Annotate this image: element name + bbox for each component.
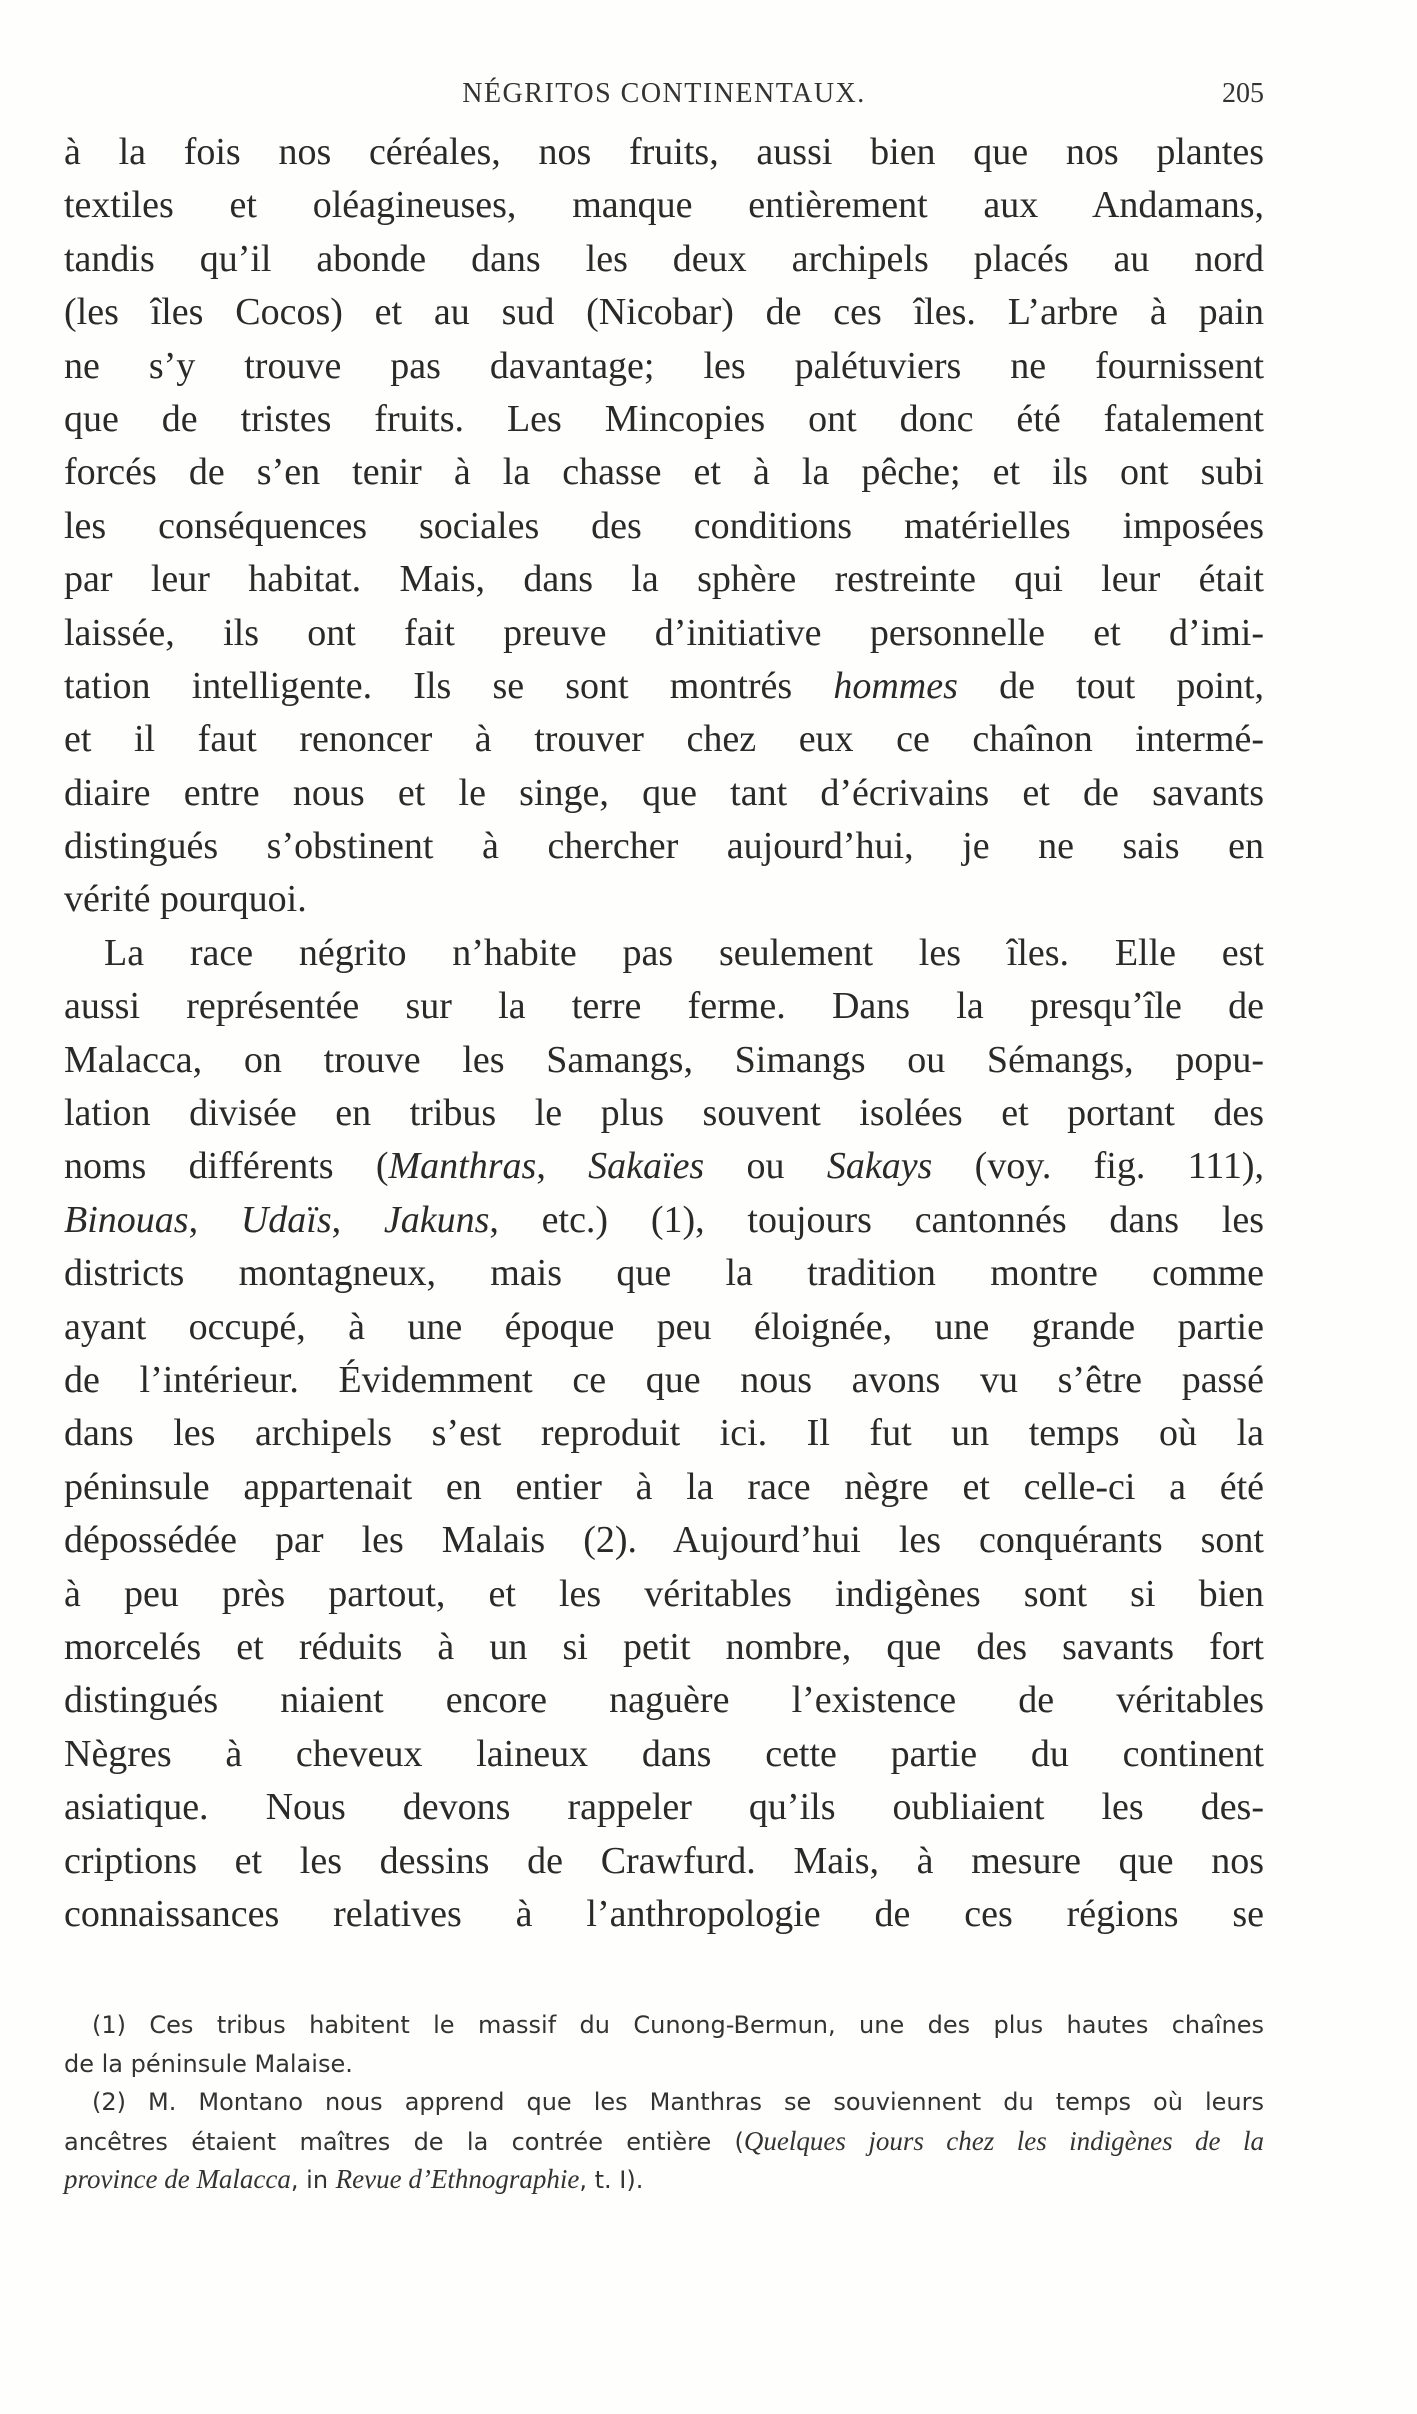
text-line: dépossédée par les Malais (2). Aujourd’hui les conquérants sont — [64, 1519, 1264, 1562]
text-line: péninsule appartenait en entier à la race nègre et celle-ci a été — [64, 1465, 1264, 1508]
text-line: (les îles Cocos) et au sud (Nicobar) de ces îles. L’arbre à pain — [64, 291, 1264, 334]
text-line: tandis qu’il abonde dans les deux archipels placés au nord — [64, 237, 1264, 280]
text-line: distingués s’obstinent à chercher aujourd’hui, je ne sais en — [64, 825, 1264, 868]
footnote-line: (1) Ces tribus habitent le massif du Cunong-Bermun, une des plus hautes chaînes — [92, 2011, 1264, 2039]
text-line: noms différents (Manthras, Sakaïes ou Sakays (voy. fig. 111), — [64, 1145, 1265, 1188]
text-line: lation divisée en tribus le plus souvent isolées et portant des — [64, 1092, 1264, 1135]
italic-term: hommes — [833, 664, 958, 707]
footnote-line: (2) M. Montano nous apprend que les Manthras se souviennent du temps où leurs — [92, 2088, 1264, 2116]
page-header — [64, 78, 1264, 118]
text-line: tation intelligente. Ils se sont montrés hommes de tout point, — [64, 664, 1264, 707]
italic-term: Sakaïes — [588, 1145, 705, 1188]
paragraph-start-line: La race négrito n’habite pas seulement les îles. Elle est — [104, 931, 1264, 974]
italic-term: Udaïs — [240, 1198, 332, 1241]
text-line: à la fois nos céréales, nos fruits, aussi bien que nos plantes — [64, 131, 1264, 173]
italic-term: Binouas — [64, 1198, 189, 1241]
italic-title: province de Malacca — [64, 2164, 291, 2194]
text-line: vérité pourquoi. — [64, 878, 307, 921]
text-line: ayant occupé, à une époque peu éloignée, une grande partie — [64, 1305, 1264, 1348]
text-line: criptions et les dessins de Crawfurd. Mais, à mesure que nos — [64, 1839, 1264, 1882]
italic-term: Jakuns — [383, 1198, 490, 1241]
running-title: NÉGRITOS CONTINENTAUX. — [462, 78, 866, 109]
footnote-line: ancêtres étaient maîtres de la contrée entière (Quelques jours chez les indigènes de la — [64, 2125, 1264, 2156]
italic-term: Sakays — [826, 1145, 933, 1188]
italic-title: Revue d’Ethnographie — [335, 2164, 580, 2194]
text-line: et il faut renoncer à trouver chez eux ce chaînon intermé- — [64, 718, 1264, 761]
text-line: forcés de s’en tenir à la chasse et à la pêche; et ils ont subi — [64, 451, 1264, 494]
text-line: ne s’y trouve pas davantage; les palétuviers ne fournissent — [64, 344, 1264, 387]
text-line: districts montagneux, mais que la tradition montre comme — [64, 1252, 1264, 1295]
text-line: les conséquences sociales des conditions matérielles imposées — [64, 504, 1264, 547]
text-line: que de tristes fruits. Les Mincopies ont donc été fatalement — [64, 397, 1264, 440]
text-line: dans les archipels s’est reproduit ici. Il fut un temps où la — [64, 1412, 1264, 1455]
footnote-line: province de Malacca, in Revue d’Ethnographie, t. I). — [64, 2164, 644, 2194]
text-line: par leur habitat. Mais, dans la sphère restreinte qui leur était — [64, 558, 1264, 601]
text-line: aussi représentée sur la terre ferme. Dans la presqu’île de — [64, 985, 1264, 1028]
text-line: Binouas, Udaïs, Jakuns, etc.) (1), toujours cantonnés dans les — [64, 1198, 1264, 1241]
italic-term: Manthras — [388, 1145, 537, 1188]
text-line: Malacca, on trouve les Samangs, Simangs ou Sémangs, popu- — [64, 1038, 1264, 1081]
text-line: distingués niaient encore naguère l’existence de véritables — [64, 1679, 1264, 1722]
page-number: 205 — [1222, 78, 1264, 109]
text-line: diaire entre nous et le singe, que tant d’écrivains et de savants — [64, 771, 1264, 814]
text-line: textiles et oléagineuses, manque entièrement aux Andamans, — [64, 184, 1264, 227]
text-line: morcelés et réduits à un si petit nombre, que des savants fort — [64, 1625, 1264, 1668]
text-line: connaissances relatives à l’anthropologie de ces régions se — [64, 1892, 1264, 1935]
footnotes — [64, 2006, 1264, 2199]
text-line: de l’intérieur. Évidemment ce que nous avons vu s’être passé — [64, 1358, 1264, 1401]
text-line: à peu près partout, et les véritables indigènes sont si bien — [64, 1572, 1264, 1615]
text-line: laissée, ils ont fait preuve d’initiative personnelle et d’imi- — [64, 611, 1264, 654]
text-line: asiatique. Nous devons rappeler qu’ils oubliaient les des- — [64, 1786, 1264, 1829]
body-text — [64, 126, 1264, 1941]
italic-title: Quelques jours chez les indigènes de la — [743, 2125, 1264, 2156]
footnote-line: de la péninsule Malaise. — [64, 2049, 353, 2078]
text-line: Nègres à cheveux laineux dans cette partie du continent — [64, 1732, 1264, 1775]
